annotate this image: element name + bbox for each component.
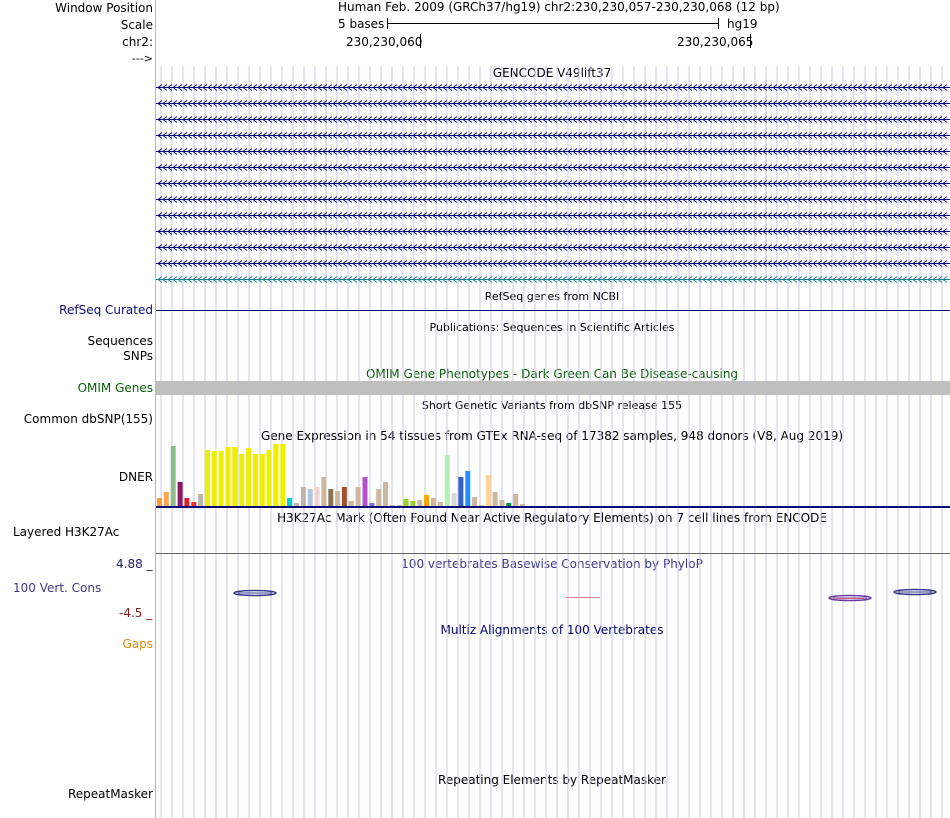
gtex-tissue-bar [472, 497, 477, 506]
gtex-tissue-bar [465, 471, 470, 506]
omim-track-title: OMIM Gene Phenotypes - Dark Green Can Be Disease-causing [365, 367, 739, 381]
gtex-tissue-bar [390, 505, 395, 506]
gtex-tissue-bar [273, 444, 278, 506]
publications-track-title: Publications: Sequences in Scientific Articles [429, 321, 675, 334]
gencode-strand-arrows [158, 245, 947, 251]
gtex-tissue-bar [232, 447, 237, 506]
gtex-tissue-bar [321, 477, 326, 506]
gtex-tissue-bar [356, 487, 361, 506]
gtex-tissue-bar [424, 495, 429, 506]
h3k27ac-track-title: H3K27Ac Mark (Often Found Near Active Regulatory Elements) on 7 cell lines from ENCODE [277, 511, 827, 525]
gtex-tissue-bar [335, 491, 340, 506]
gtex-tissue-bar [349, 501, 354, 506]
gtex-tissue-bar [219, 451, 224, 506]
gtex-tissue-bar [212, 451, 217, 506]
gtex-tissue-bar [328, 489, 333, 506]
repeatmasker-track-title: Repeating Elements by RepeatMasker [438, 773, 666, 787]
gtex-tissue-bar [383, 482, 388, 506]
phylop-glyph [829, 596, 871, 601]
phylop-glyph [234, 591, 276, 596]
gtex-tissue-bar [280, 444, 285, 506]
publications-label-snps[interactable]: SNPs [123, 349, 153, 363]
chrom-label: chr2: [122, 35, 153, 49]
dbsnp-label[interactable]: Common dbSNP(155) [23, 412, 153, 426]
gtex-tissue-bar [445, 455, 450, 506]
gencode-strand-arrows [158, 85, 947, 91]
gtex-tissue-bar [157, 498, 162, 506]
gtex-track-title: Gene Expression in 54 tissues from GTEx RNA-seq of 17382 samples, 948 donors (V8, Aug 2019) [260, 429, 844, 443]
refseq-track-title: RefSeq genes from NCBI [484, 290, 620, 303]
gtex-tissue-bar [376, 489, 381, 506]
gtex-tissue-bar [369, 503, 374, 506]
multiz-track-title: Multiz Alignments of 100 Vertebrates [440, 623, 664, 637]
strand-label: ---> [131, 52, 153, 65]
gtex-tissue-bar [431, 498, 436, 506]
gtex-tissue-bar [458, 477, 463, 506]
gtex-tissue-bar [404, 499, 409, 506]
gtex-tissue-bar [397, 505, 402, 506]
gtex-tissue-bar [363, 477, 368, 506]
gtex-tissue-bar [184, 498, 189, 506]
scale-db: hg19 [727, 17, 758, 31]
gtex-tissue-bar [513, 494, 518, 506]
scale-label: Scale [120, 18, 153, 32]
scale-text: 5 bases [338, 17, 385, 31]
gtex-tissue-bar [294, 503, 299, 506]
publications-label-sequences[interactable]: Sequences [87, 334, 153, 348]
gencode-strand-arrows [158, 149, 947, 155]
repeatmasker-label[interactable]: RepeatMasker [67, 787, 153, 801]
gtex-tissue-bar [520, 504, 525, 506]
gencode-strand-arrows [158, 117, 947, 123]
gtex-tissue-bar [417, 500, 422, 506]
gtex-tissue-bar [260, 454, 265, 506]
gtex-tissue-bar [500, 500, 505, 506]
gencode-strand-arrows [158, 165, 947, 171]
gtex-tissue-bar [506, 503, 511, 506]
gaps-label[interactable]: Gaps [122, 637, 153, 651]
h3k27ac-label[interactable]: Layered H3K27Ac [13, 525, 120, 539]
window-position-label: Window Position [55, 1, 153, 15]
gtex-tissue-bar [191, 502, 196, 506]
gtex-tissue-bar [410, 501, 415, 506]
phylop-glyph [894, 590, 936, 595]
dbsnp-track-title: Short Genetic Variants from dbSNP release 155 [421, 399, 683, 412]
omim-gene-bar [156, 381, 950, 395]
gtex-tissue-bar [246, 448, 251, 506]
gtex-tissue-bar [452, 493, 457, 506]
gencode-strand-arrows [158, 261, 947, 267]
gencode-track-title: GENCODE V49lift37 [492, 66, 612, 80]
phylop-min-label: -4.5 _ [119, 606, 153, 620]
gtex-tissue-bar [164, 492, 169, 506]
gencode-strand-arrows [158, 101, 947, 107]
assembly-title: Human Feb. 2009 (GRCh37/hg19) chr2:230,230,057-230,230,068 (12 bp) [338, 0, 780, 14]
gtex-tissue-bar [493, 492, 498, 506]
gtex-tissue-bar [171, 446, 176, 506]
gencode-strand-arrows [158, 197, 947, 203]
gtex-tissue-bar [239, 454, 244, 506]
gtex-tissue-bar [287, 498, 292, 506]
gencode-strand-arrows [158, 229, 947, 235]
omim-label[interactable]: OMIM Genes [77, 381, 153, 395]
gencode-strand-arrows [158, 133, 947, 139]
gtex-tissue-bar [479, 505, 484, 506]
gtex-tissue-bar [315, 487, 320, 506]
gtex-tissue-bar [226, 447, 231, 506]
gtex-tissue-bar [308, 489, 313, 506]
phylop-track-title: 100 vertebrates Basewise Conservation by PhyloP [401, 557, 703, 571]
gtex-tissue-bar [178, 482, 183, 506]
gtex-tissue-bar [438, 502, 443, 506]
refseq-label[interactable]: RefSeq Curated [59, 303, 153, 317]
gtex-tissue-bar [205, 450, 210, 506]
gencode-strand-arrows [158, 213, 947, 219]
coord-left: 230,230,060 [346, 35, 423, 49]
gencode-strand-arrows [158, 181, 947, 187]
gtex-tissue-bar [342, 487, 347, 506]
gtex-tissue-bar [198, 494, 203, 506]
gtex-tissue-bar [486, 475, 491, 506]
gtex-tissue-bar [267, 450, 272, 506]
phylop-label[interactable]: 100 Vert. Cons [13, 581, 102, 595]
phylop-max-label: 4.88 _ [116, 557, 153, 571]
gencode-strand-arrows [158, 277, 947, 283]
coord-right: 230,230,065 [677, 35, 754, 49]
gtex-tissue-bar [301, 487, 306, 506]
gtex-label[interactable]: DNER [118, 470, 153, 484]
gtex-tissue-bar [253, 454, 258, 506]
